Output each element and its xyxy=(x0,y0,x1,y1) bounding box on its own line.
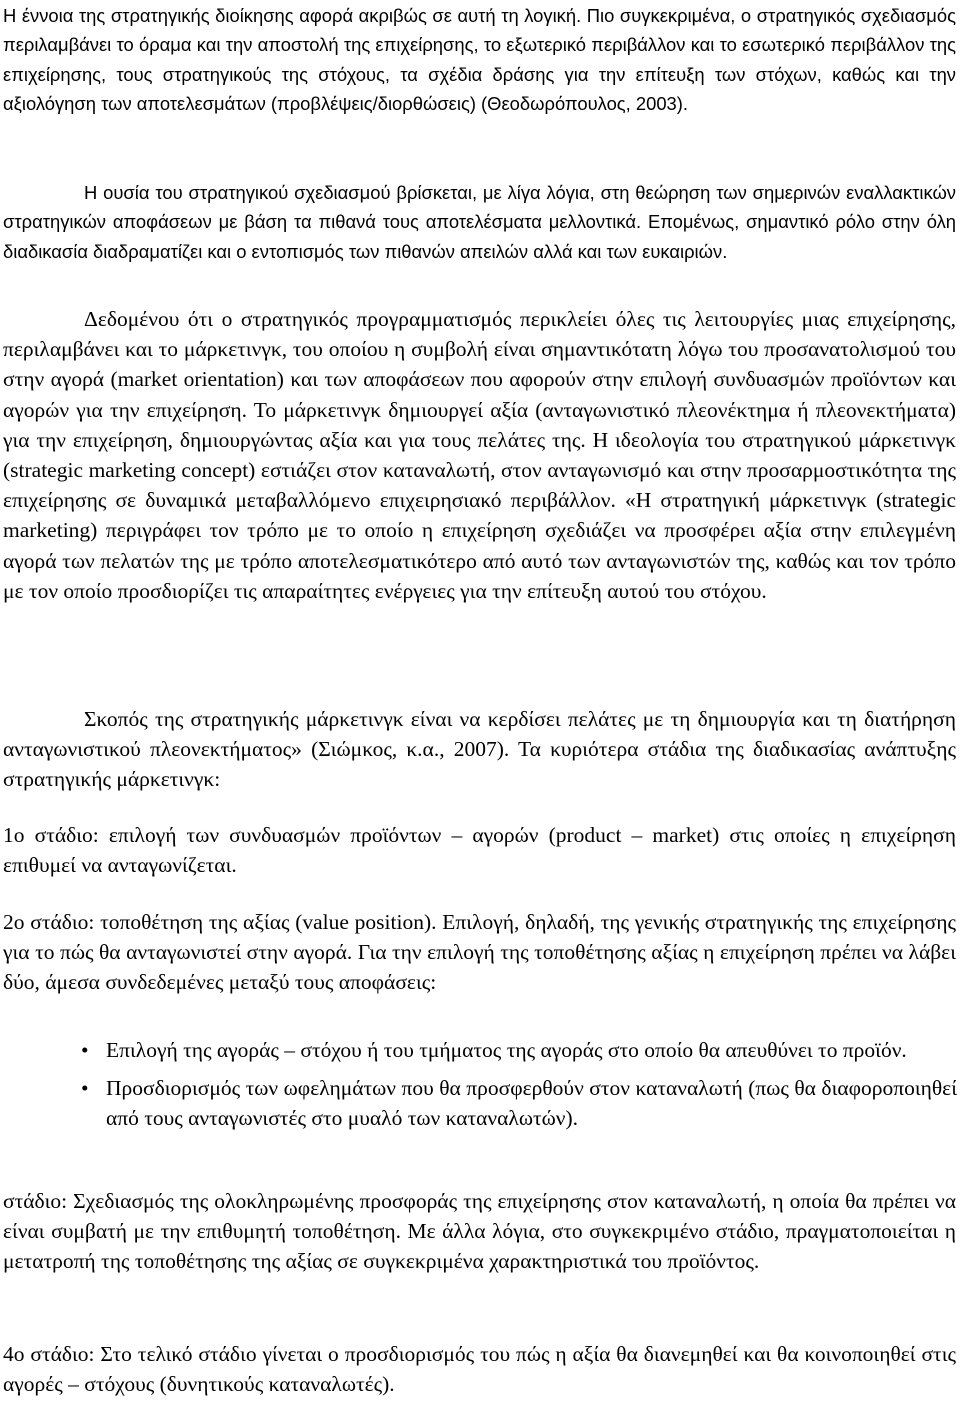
list-item xyxy=(81,1073,957,1133)
list-item xyxy=(81,1035,957,1065)
paragraph-stage-2: 2ο στάδιο: τοποθέτηση της αξίας (value position). Επιλογή, δηλαδή, της γενικής στρατηγικής της επιχείρησης για το πώς θα ανταγωνιστεί στην αγορά. Για την επιλογή της τοποθέτησης αξίας η επιχείρηση πρέπει να λάβει δύο, άμεσα συνδεδεμένες μεταξύ τους αποφάσεις: xyxy=(3,910,956,995)
paragraph-stage-3: στάδιο: Σχεδιασμός της ολοκληρωμένης προσφοράς της επιχείρησης στον καταναλωτή, η οποία θα πρέπει να είναι συμβατή με την επιθυμητή τοποθέτηση. Με άλλα λόγια, στο συγκεκριμένο στάδιο, πραγματοποιείται η μετατροπή της τοποθέτησης της αξίας σε συγκεκριμένα χαρακτηριστικά του προϊόντος. xyxy=(3,1189,956,1274)
paragraph-stage-4: 4ο στάδιο: Στο τελικό στάδιο γίνεται ο προσδιορισμός του πώς η αξία θα διανεμηθεί και θα κοινοποιηθεί στις αγορές – στόχους (δυνητικούς καταναλωτές). xyxy=(3,1342,956,1397)
stage-2-decision-list xyxy=(81,1035,957,1134)
list-item-text: Επιλογή της αγοράς – στόχου ή του τμήματος της αγοράς στο οποίο θα απευθύνει το προϊόν. xyxy=(106,1038,907,1062)
paragraph-strategic-management-concept: Η έννοια της στρατηγικής διοίκησης αφορά ακριβώς σε αυτή τη λογική. Πιο συγκεκριμένα, ο στρατηγικός σχεδιασμός περιλαμβάνει το όραμα και την αποστολή της επιχείρησης, το εξωτερικό περιβάλλον και το εσωτερικό περιβάλλον της επιχείρησης, τους στρατηγικούς της στόχους, τα σχέδια δράσης για την επίτευξη των στόχων, καθώς και την αξιολόγηση των αποτελεσμάτων (προβλέψεις/διορθώσεις) (Θεοδωρόπουλος, 2003). xyxy=(3,5,956,115)
bullet-icon: • xyxy=(81,1038,89,1062)
paragraph-strategic-planning-essence: Η ουσία του στρατηγικού σχεδιασμού βρίσκεται, με λίγα λόγια, στη θεώρηση των σημερινών εναλλακτικών στρατηγικών αποφάσεων με βάση τα πιθανά τους αποτελέσματα μελλοντικά. Επομένως, σημαντικό ρόλο στην όλη διαδικασία διαδραματίζει και ο εντοπισμός των πιθανών απειλών αλλά και των ευκαιριών. xyxy=(3,182,956,262)
paragraph-stage-1: 1ο στάδιο: επιλογή των συνδυασμών προϊόντων – αγορών (product – market) στις οποίες η επιχείρηση επιθυμεί να ανταγωνίζεται. xyxy=(3,823,956,878)
paragraph-strategic-marketing: Δεδομένου ότι ο στρατηγικός προγραμματισμός περικλείει όλες τις λειτουργίες μιας επιχείρησης, περιλαμβάνει και το μάρκετινγκ, του οποίου η συμβολή είναι σημαντικότατη λόγω του προσανατολισμού του στην αγορά (market orientation) και των αποφάσεων που αφορούν στην επιλογή συνδυασμών προϊόντων και αγορών για την επιχείρηση. Το μάρκετινγκ δημιουργεί αξία (ανταγωνιστικό πλεονέκτημα ή πλεονεκτήματα) για την επιχείρηση, δημιουργώντας αξία και για τους πελάτες της. Η ιδεολογία του στρατηγικού μάρκετινγκ (strategic marketing concept) εστιάζει στον καταναλωτή, στον ανταγωνισμό και στην προσαρμοστικότητα της επιχείρησης σε δυναμικά μεταβαλλόμενο επιχειρησιακό περιβάλλον. «Η στρατηγική μάρκετινγκ (strategic marketing) περιγράφει τον τρόπο με το οποίο η επιχείρηση σχεδιάζει να προσφέρει αξία στην επιλεγμένη αγορά των πελατών της με τρόπο αποτελεσματικότερο από αυτό των ανταγωνιστών της, καθώς και τον τρόπο με τον οποίο προσδιορίζει τις απαραίτητες ενέργειες για την επίτευξη αυτού του στόχου. xyxy=(3,307,956,603)
bullet-icon: • xyxy=(81,1076,89,1101)
paragraph-marketing-strategy-goal: Σκοπός της στρατηγικής μάρκετινγκ είναι να κερδίσει πελάτες με τη δημιουργία και τη διατήρηση ανταγωνιστικού πλεονεκτήματος» (Σιώμκος, κ.α., 2007). Τα κυριότερα στάδια της διαδικασίας ανάπτυξης στρατηγικής μάρκετινγκ: xyxy=(3,707,956,792)
list-item-text: Προσδιορισμός των ωφελημάτων που θα προσφερθούν στον καταναλωτή (πως θα διαφοροποιηθεί από τους ανταγωνιστές στο μυαλό των καταναλωτών). xyxy=(106,1076,957,1131)
